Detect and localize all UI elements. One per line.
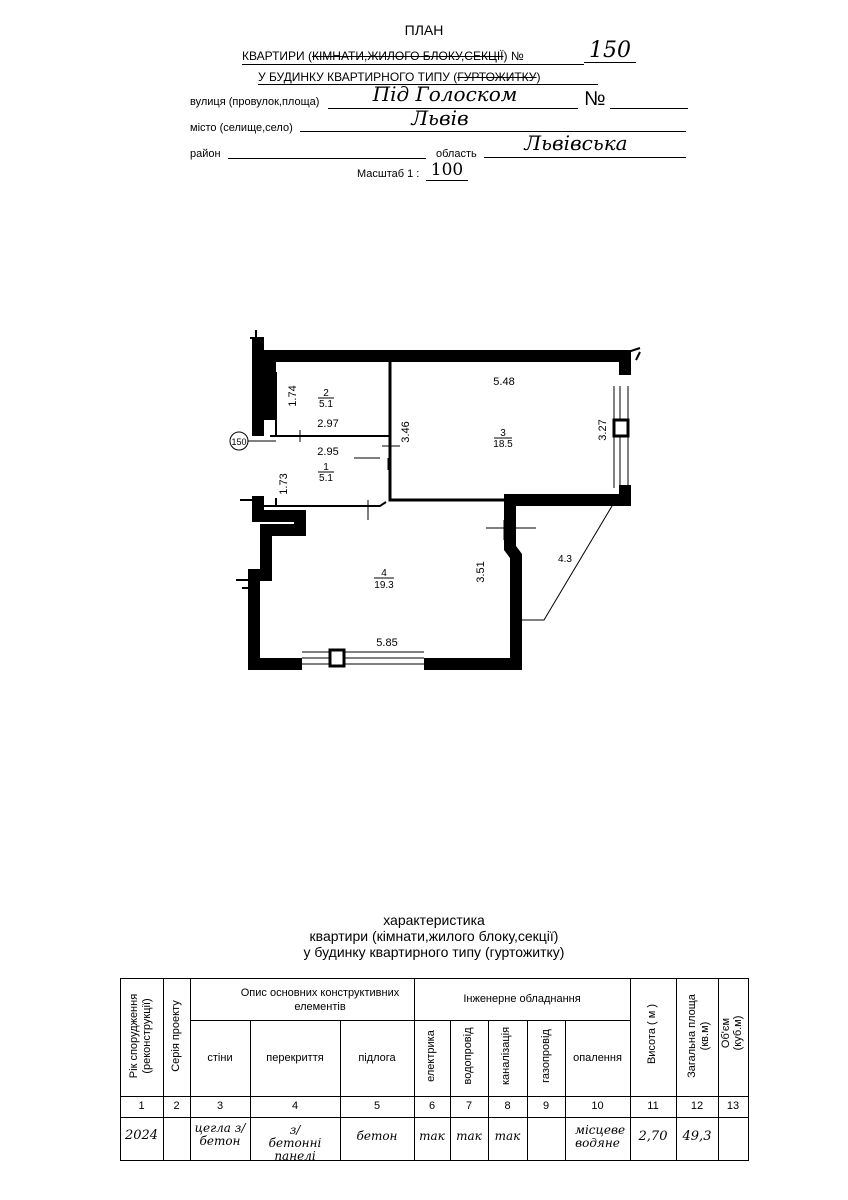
scale-value: 100 [430, 160, 464, 180]
col-num-9: 9 [542, 1100, 550, 1112]
page-title: ПЛАН [404, 22, 444, 38]
value-floor: бетон [356, 1129, 398, 1143]
value-walls: цегла з/бетон [194, 1121, 246, 1148]
district-label: район [190, 148, 221, 160]
balcony-area: 4.3 [558, 554, 572, 565]
col-num-4: 4 [291, 1100, 299, 1112]
col-num-8: 8 [504, 1100, 511, 1112]
room-3-area: 18.5 [493, 439, 513, 450]
room-1-area: 5.1 [319, 473, 333, 484]
header-water: водопровід [462, 1027, 474, 1085]
room-2-area: 5.1 [319, 399, 333, 410]
col-num-7: 7 [465, 1100, 473, 1112]
building-type-suffix: ) [536, 70, 541, 84]
col-num-12: 12 [690, 1100, 704, 1112]
dim-2-97: 2.97 [317, 418, 339, 430]
street-value: Під Голоском [372, 82, 518, 106]
header-series: Серія проекту [170, 1000, 182, 1072]
characteristics-title-line2: квартири (кімнати,жилого блоку,секції) [309, 928, 559, 944]
building-type-struck: ГУРТОЖИТКУ [457, 70, 537, 84]
header-elements-group: Опис основних конструктивних елементів [240, 987, 400, 1013]
dim-5-85: 5.85 [376, 637, 398, 649]
header-floor: підлога [358, 1052, 396, 1064]
city-value: Львів [411, 106, 469, 130]
scale-label: Масштаб 1 : [357, 168, 420, 180]
value-water: так [456, 1129, 482, 1143]
dim-3-51: 3.51 [475, 561, 487, 583]
header-gas: газопровід [540, 1029, 552, 1083]
dim-5-48: 5.48 [493, 376, 515, 388]
dim-3-46: 3.46 [400, 421, 412, 443]
characteristics-title-line3: у будинку квартирного типу (гуртожитку) [303, 944, 565, 960]
header-walls: стіни [207, 1052, 233, 1064]
col-num-1: 1 [138, 1100, 145, 1112]
room-4-area: 19.3 [374, 580, 394, 591]
value-area: 49,3 [682, 1129, 712, 1144]
dim-1-73: 1.73 [278, 473, 290, 495]
number-label: № [584, 88, 606, 110]
header-ceilings: перекриття [266, 1052, 324, 1064]
header-electric: електрика [425, 1030, 437, 1082]
header-heating: опалення [573, 1052, 622, 1064]
characteristics-title-line1: характеристика [383, 912, 485, 928]
header-volume: Об'єм (куб.м) [720, 1015, 744, 1051]
dim-3-27: 3.27 [597, 419, 609, 441]
city-label: місто (селище,село) [190, 122, 293, 134]
header-engineering-group: Інженерне обладнання [463, 993, 581, 1005]
plan-marker: 150 [231, 437, 247, 447]
room-1-number: 1 [323, 462, 329, 473]
apartment-struck: КІМНАТИ,ЖИЛОГО БЛОКУ,СЕКЦІЇ [311, 49, 504, 63]
room-2-number: 2 [323, 388, 329, 399]
value-ceilings: з/бетонні панелі [268, 1123, 322, 1163]
col-num-6: 6 [428, 1100, 436, 1112]
header-area: Загальна площа (кв.м) [686, 994, 711, 1078]
street-label: вулиця (провулок,площа) [190, 96, 320, 108]
col-num-5: 5 [373, 1100, 381, 1112]
value-height: 2,70 [638, 1129, 668, 1144]
room-3-number: 3 [500, 428, 506, 439]
header-sewer: каналізація [500, 1026, 512, 1086]
value-year: 2024 [124, 1128, 159, 1143]
dim-2-95: 2.95 [317, 446, 339, 458]
room-4-number: 4 [381, 568, 387, 579]
region-label: область [436, 148, 477, 160]
col-num-13: 13 [726, 1100, 740, 1112]
col-num-10: 10 [591, 1100, 604, 1112]
col-num-3: 3 [216, 1100, 224, 1112]
col-num-11: 11 [647, 1100, 659, 1112]
region-value: Львівська [524, 131, 628, 155]
value-heating: місцеве водяне [575, 1123, 626, 1150]
dim-1-74: 1.74 [287, 385, 299, 407]
header-year: Рік спорудження (реконструкції) [128, 993, 153, 1079]
building-type-prefix: У БУДИНКУ КВАРТИРНОГО ТИПУ ( [258, 70, 458, 84]
col-num-2: 2 [173, 1100, 180, 1112]
header-height: Висота ( м ) [646, 1003, 658, 1065]
value-sewer: так [494, 1129, 521, 1143]
apartment-suffix: ) № [503, 49, 524, 63]
value-electric: так [419, 1129, 445, 1143]
apartment-number: 150 [589, 38, 631, 63]
apartment-prefix: КВАРТИРИ ( [242, 49, 312, 63]
